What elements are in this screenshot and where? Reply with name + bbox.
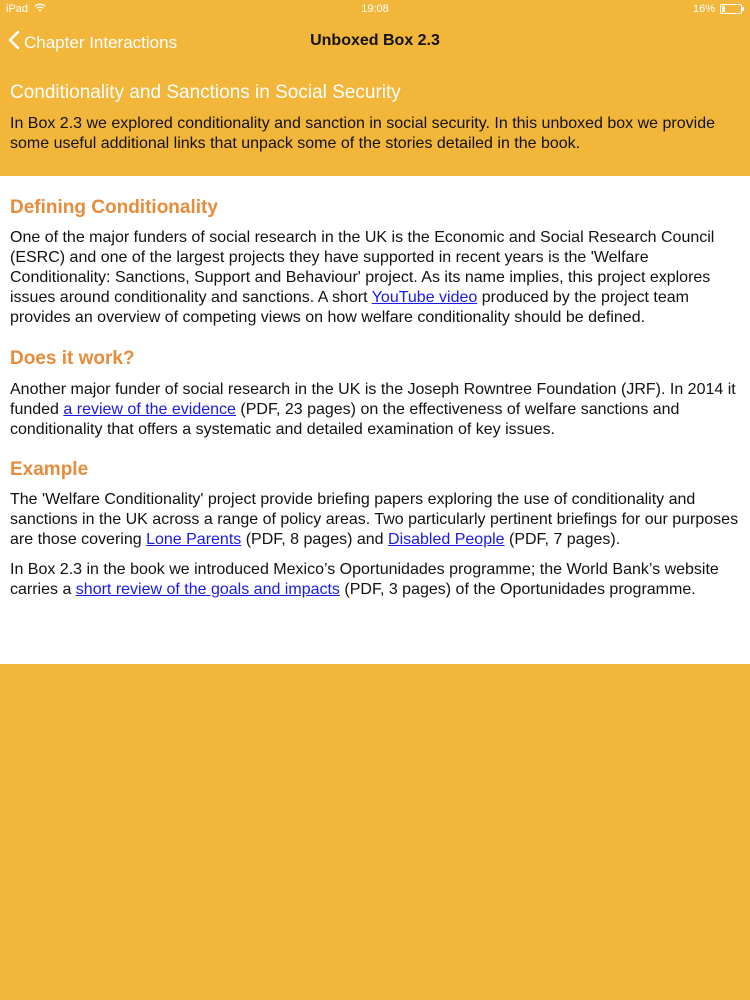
nav-bar <box>0 20 750 64</box>
text-segment: The 'Welfare Conditionality' project provide briefing papers exploring the use of conditionality and sanctions in the UK across a range of policy areas. Two particularly pertinent briefings for our purposes are those covering <box>10 491 739 548</box>
heading-does-it-work: Does it work? <box>10 348 135 369</box>
text-segment: (PDF, 8 pages) and <box>241 531 389 548</box>
paragraph-example-briefings <box>10 490 740 550</box>
back-button-label: Chapter Interactions <box>24 32 178 52</box>
review-of-evidence-link[interactable]: a review of the evidence <box>63 401 236 418</box>
disabled-people-link[interactable]: Disabled People <box>388 531 505 548</box>
text-segment: Another major funder of social research in the UK is the Joseph Rowntree Foundation (JRF). In 2014 it funded <box>10 381 736 418</box>
status-time: 19:08 <box>361 3 389 15</box>
youtube-video-link[interactable]: YouTube video <box>371 289 478 306</box>
page-title: Unboxed Box 2.3 <box>310 32 440 49</box>
battery-percent: 16% <box>692 3 715 15</box>
heading-example: Example <box>10 459 89 480</box>
content-panel <box>0 176 750 664</box>
text-segment: (PDF, 7 pages). <box>504 531 621 548</box>
device-name: iPad <box>6 3 29 15</box>
battery-tip <box>742 7 744 11</box>
battery-fill <box>722 6 725 12</box>
heading-defining-conditionality: Defining Conditionality <box>10 197 218 218</box>
paragraph-defining-conditionality <box>10 228 740 328</box>
header-title: Conditionality and Sanctions in Social Security <box>10 82 401 103</box>
text-segment: (PDF, 3 pages) of the Oportunidades programme. <box>339 581 696 598</box>
status-bar <box>0 0 750 20</box>
paragraph-does-it-work <box>10 380 740 440</box>
status-right <box>693 3 742 15</box>
text-segment: In Box 2.3 in the book we introduced Mexico’s Oportunidades programme; the World Bank’s website carries a <box>10 561 719 598</box>
text-segment: produced by the project team provides an overview of competing views on how welfare conditionality should be defined. <box>10 289 689 326</box>
short-review-link[interactable]: short review of the goals and impacts <box>75 581 340 598</box>
lone-parents-link[interactable]: Lone Parents <box>146 531 242 548</box>
header-block <box>0 64 750 176</box>
text-segment: (PDF, 23 pages) on the effectiveness of welfare sanctions and conditionality that offers a systematic and detailed examination of key issues. <box>10 401 680 438</box>
paragraph-example-oportunidades <box>10 560 740 600</box>
header-intro: In Box 2.3 we explored conditionality and sanction in social security. In this unboxed box we provide some useful additional links that unpack some of the stories detailed in the book. <box>10 115 715 152</box>
text-segment: One of the major funders of social research in the UK is the Economic and Social Research Council (ESRC) and one of the largest projects they have supported in recent years is the 'Welfare Conditionality: Sanctions, Support and Behaviour' project. As its name implies, this project explores issues around conditionality and sanctions. A short <box>10 229 715 306</box>
battery-icon <box>720 4 742 14</box>
